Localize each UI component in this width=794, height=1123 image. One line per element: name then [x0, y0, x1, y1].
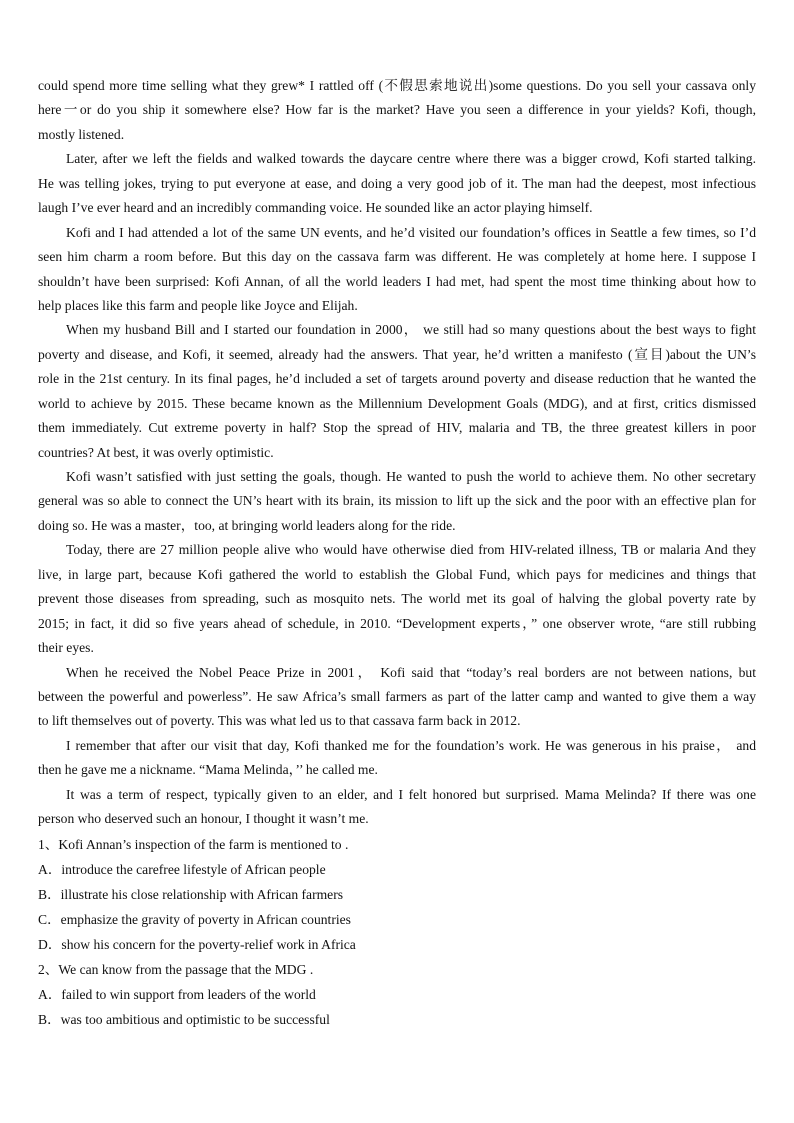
answer-option[interactable]: D．show his concern for the poverty-relief work in Africa: [38, 936, 356, 952]
answer-option[interactable]: A．introduce the carefree lifestyle of African people: [38, 861, 326, 877]
text-line: between the powerful and powerless”. He saw Africa’s small farmers as part of the latter camp and wanted to give them a way: [38, 688, 756, 704]
text-line: prevent those diseases from spreading, such as mosquito nets. The world met its goal of halving the global poverty rate by: [38, 591, 756, 607]
text-line: role in the 21st century. In its final pages, he’d included a set of targets around poverty and disease reduction that he wanted the: [38, 371, 756, 387]
text-line: seen him charm a room before. But this day on the cassava farm was different. He was completely at home here. I suppose I: [38, 249, 756, 265]
text-line: Kofi and I had attended a lot of the same UN events, and he’d visited our foundation’s offices in Seattle a few times, so I’d: [66, 224, 756, 240]
text-line: their eyes.: [38, 640, 94, 656]
text-line: 2015; in fact, it did so five years ahead of schedule, in 2010. “Development experts，” one observer wrote, “are still rubbing: [38, 615, 756, 631]
text-line: Today, there are 27 million people alive who would have otherwise died from HIV-related illness, TB or malaria And they: [66, 542, 756, 558]
text-line: Kofi wasn’t satisfied with just setting the goals, though. He wanted to push the world to achieve them. No other secretary: [66, 469, 756, 484]
paragraph: [38, 221, 756, 319]
paragraph: [38, 661, 756, 734]
answer-option[interactable]: A．failed to win support from leaders of the world: [38, 986, 316, 1002]
passage: [38, 74, 756, 832]
question: [38, 957, 756, 1032]
text-line: He was telling jokes, trying to put everyone at ease, and doing a very good job of it. The man had the deepest, most infectious: [38, 175, 756, 191]
text-line: laugh I’ve ever heard and an incredibly commanding voice. He sounded like an actor playing himself.: [38, 200, 593, 216]
paragraph: [38, 147, 756, 220]
text-line: could spend more time selling what they grew* I rattled off (不假思索地说出)some questions. Do you sell your cassava only: [38, 78, 756, 93]
text-line: I remember that after our visit that day, Kofi thanked me for the foundation’s work. He was generous in his praise， and: [66, 737, 756, 753]
question: [38, 832, 756, 957]
paragraph: [38, 538, 756, 660]
questions: [38, 832, 756, 1032]
paragraph: [38, 734, 756, 783]
answer-option[interactable]: C．emphasize the gravity of poverty in African countries: [38, 911, 351, 927]
text-line: Later, after we left the fields and walked towards the daycare centre where there was a bigger crowd, Kofi started talking.: [66, 151, 756, 167]
text-line: world to achieve by 2015. These became known as the Millennium Development Goals (MDG), and at first, critics dismissed: [38, 395, 756, 411]
question-stem: 1、Kofi Annan’s inspection of the farm is mentioned to .: [38, 836, 349, 852]
text-line: When he received the Nobel Peace Prize in 2001， Kofi said that “today’s real borders are not between nations, but: [66, 664, 756, 680]
text-line: poverty and disease, and Kofi, it seemed, already had the answers. That year, he’d written a manifesto (宣目)about the UN’s: [38, 346, 756, 362]
text-line: live, in large part, because Kofi gathered the world to establish the Global Fund, which pays for medicines and things that: [38, 566, 756, 582]
text-line: doing so. He was a master，too, at bringing world leaders along for the ride.: [38, 517, 456, 533]
answer-option[interactable]: B．illustrate his close relationship with African farmers: [38, 886, 344, 902]
text-line: to lift themselves out of poverty. This was what led us to that cassava farm back in 2012.: [38, 713, 521, 729]
text-line: shouldn’t have been surprised: Kofi Annan, of all the world leaders I had met, had spent the most time thinking about how to: [38, 273, 756, 289]
text-line: then he gave me a nickname. “Mama Melinda，’’ he called me.: [38, 762, 378, 778]
question-stem: 2、We can know from the passage that the MDG .: [38, 961, 314, 977]
text-line: here一or do you ship it somewhere else? How far is the market? Have you seen a difference in your yields? Kofi, though,: [38, 102, 756, 118]
paragraph: [38, 783, 756, 832]
paragraph: [38, 318, 756, 465]
text-line: mostly listened.: [38, 126, 125, 142]
paragraph: [38, 74, 756, 147]
answer-option[interactable]: B．was too ambitious and optimistic to be successful: [38, 1011, 330, 1027]
text-line: them immediately. Cut extreme poverty in half? Stop the spread of HIV, malaria and TB, the three greatest killers in poor: [38, 420, 756, 436]
text-line: countries? At best, it was overly optimistic.: [38, 444, 274, 460]
paragraph: [38, 465, 756, 538]
document-page: [38, 74, 756, 1032]
text-line: It was a term of respect, typically given to an elder, and I felt honored but surprised. Mama Melinda? If there was one: [66, 786, 756, 802]
text-line: help places like this farm and people like Joyce and Elijah.: [38, 297, 358, 313]
text-line: general was so able to connect the UN’s heart with its brain, its mission to lift up the sick and the poor with an effective plan for: [38, 493, 756, 509]
text-line: person who deserved such an honour, I thought it wasn’t me.: [38, 811, 369, 827]
text-line: When my husband Bill and I started our foundation in 2000， we still had so many questions about the best ways to fight: [66, 322, 756, 338]
